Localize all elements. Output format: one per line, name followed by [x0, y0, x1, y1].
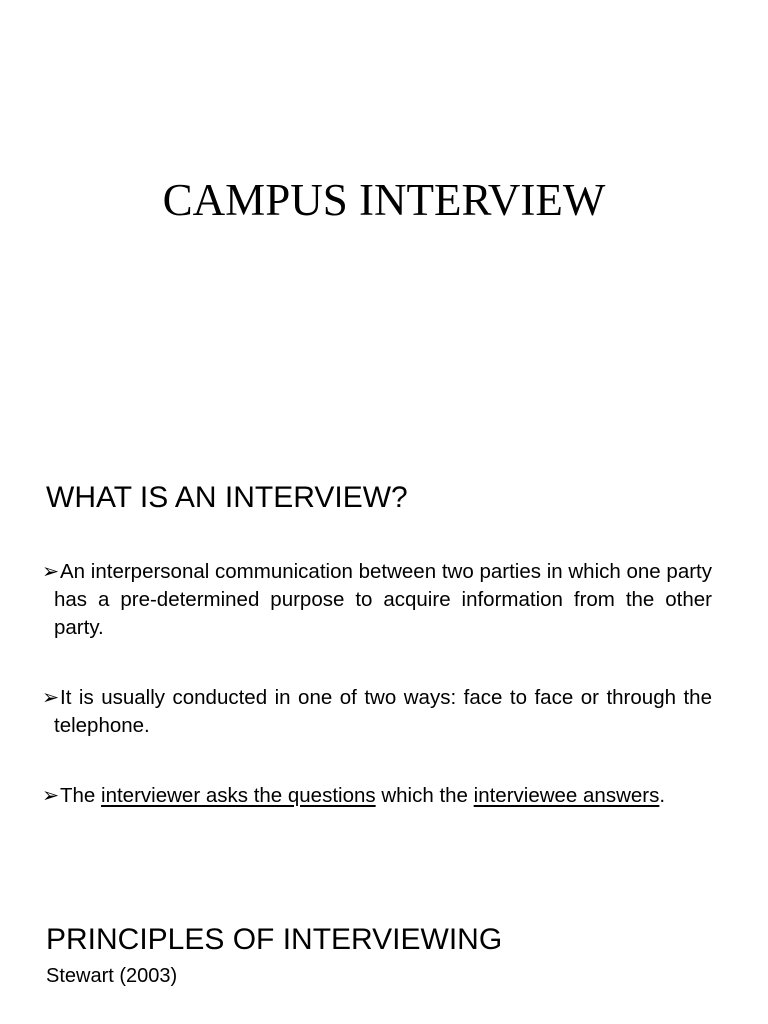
bullet-text-part: which the — [375, 784, 474, 807]
slide-principles — [0, 890, 768, 1024]
slide-what-is-interview — [0, 420, 768, 890]
arrow-bullet-icon: ➢ — [42, 784, 60, 807]
bullet-item — [44, 558, 712, 642]
bullet-text-part: . — [659, 784, 666, 807]
slide-heading: WHAT IS AN INTERVIEW? — [46, 481, 408, 514]
underlined-phrase: interviewee answers — [473, 784, 660, 807]
bullet-text-part: The — [60, 784, 102, 807]
slide-heading: PRINCIPLES OF INTERVIEWING — [46, 923, 503, 956]
underlined-phrase: interviewer asks the questions — [101, 784, 376, 807]
bullet-item — [44, 684, 712, 740]
bullet-item — [44, 782, 712, 810]
bullet-text — [54, 784, 665, 807]
bullet-text: An interpersonal communication between two parties in which one party has a pre-determined purpose to acquire information from the other party. — [54, 560, 712, 639]
bullet-text: It is usually conducted in one of two ways: face to face or through the telephone. — [54, 686, 712, 737]
arrow-bullet-icon: ➢ — [42, 560, 60, 583]
citation: Stewart (2003) — [46, 965, 178, 987]
arrow-bullet-icon: ➢ — [42, 686, 60, 709]
slide-title — [0, 0, 768, 420]
bullet-list — [44, 558, 712, 852]
presentation-title: CAMPUS INTERVIEW — [162, 175, 606, 225]
